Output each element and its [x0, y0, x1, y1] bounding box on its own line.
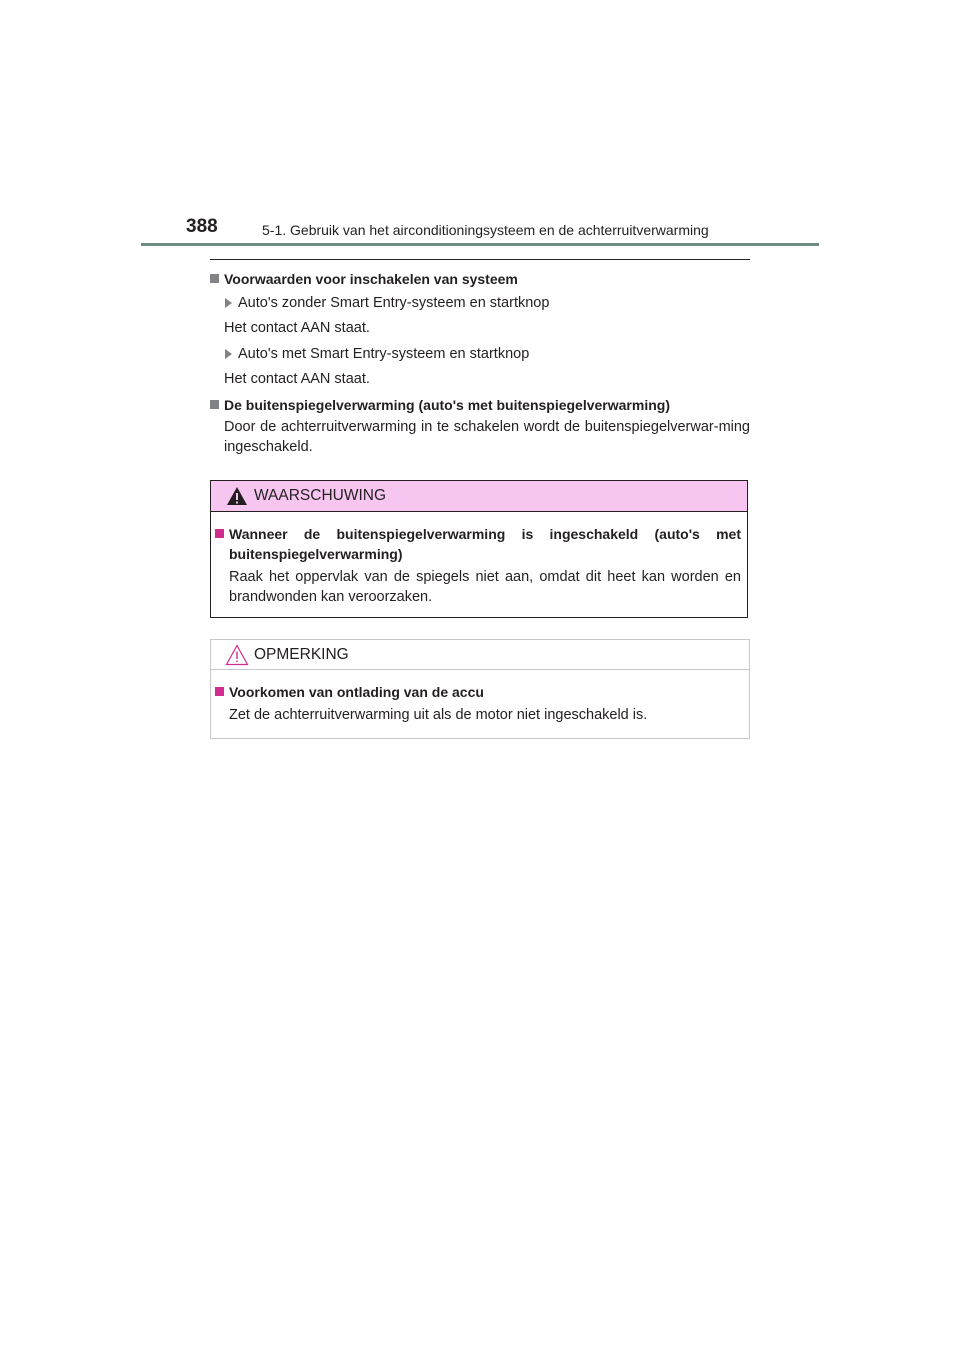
top-rule [210, 259, 750, 260]
caution-outline-icon [225, 644, 249, 666]
section-heading-text: Voorwaarden voor inschakelen van systeem [224, 271, 518, 287]
notice-box [210, 639, 750, 739]
list-item-text: Auto's zonder Smart Entry-systeem en startknop [238, 295, 550, 311]
square-bullet-icon [210, 274, 219, 283]
square-bullet-icon [215, 687, 224, 696]
square-bullet-icon [215, 529, 224, 538]
warning-title: WAARSCHUWING [254, 487, 387, 504]
notice-heading-text: Voorkomen van ontlading van de accu [229, 684, 484, 700]
notice-text: Zet de achterruitverwarming uit als de motor niet ingeschakeld is. [229, 707, 648, 723]
square-bullet-icon [210, 400, 219, 409]
warning-triangle-icon [226, 486, 248, 506]
running-header: 5-1. Gebruik van het airconditioningsysteem en de achterruitverwarming [262, 222, 709, 238]
list-item-text: Auto's met Smart Entry-systeem en startknop [238, 346, 530, 362]
warning-box [210, 480, 748, 618]
body-text: Het contact AAN staat. [224, 320, 370, 336]
warning-text: Raak het oppervlak van de spiegels niet aan, omdat dit heet kan worden en brandwonden kan veroorzaken. [229, 569, 741, 605]
warning-heading-text: Wanneer de buitenspiegelverwarming is ingeschakeld (auto's met buitenspiegelverwarming) [229, 526, 741, 562]
notice-title: OPMERKING [254, 646, 349, 663]
header-rule [141, 243, 819, 246]
notice-title-bar [211, 640, 749, 670]
notice-heading [215, 682, 743, 702]
body-text: Het contact AAN staat. [224, 371, 370, 387]
warning-heading [215, 524, 741, 564]
list-item [210, 293, 750, 313]
section-heading-conditions [210, 269, 750, 289]
section-heading-mirror-heating [210, 395, 750, 415]
main-content [210, 259, 750, 457]
warning-title-bar [211, 481, 747, 512]
page-number: 388 [186, 216, 218, 237]
triangle-bullet-icon [225, 349, 232, 359]
notice-body [211, 670, 749, 725]
body-paragraph: Door de achterruitverwarming in te schakelen wordt de buitenspiegelverwar-ming ingeschakeld. [224, 419, 750, 455]
list-item [210, 344, 750, 364]
section-heading-text: De buitenspiegelverwarming (auto's met buitenspiegelverwarming) [224, 397, 670, 413]
warning-body [211, 512, 747, 607]
triangle-bullet-icon [225, 298, 232, 308]
